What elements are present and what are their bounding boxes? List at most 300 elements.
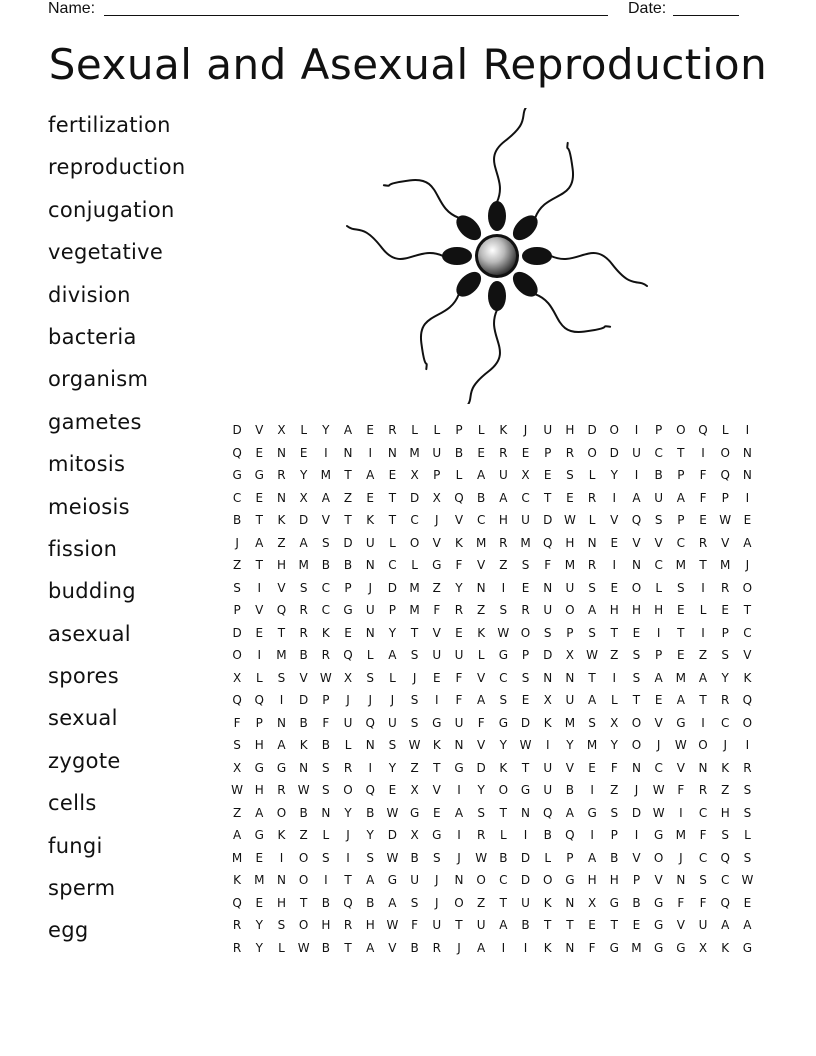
grid-letter[interactable]: A xyxy=(499,918,508,933)
grid-letter[interactable]: N xyxy=(742,445,752,460)
grid-letter[interactable]: B xyxy=(477,490,486,505)
grid-letter[interactable]: Q xyxy=(232,445,242,460)
grid-letter[interactable]: M xyxy=(298,558,309,573)
grid-letter[interactable]: P xyxy=(388,603,397,618)
grid-letter[interactable]: A xyxy=(343,423,353,438)
grid-letter[interactable]: Z xyxy=(610,783,619,798)
grid-letter[interactable]: B xyxy=(321,558,330,573)
grid-letter[interactable]: X xyxy=(277,423,286,438)
grid-letter[interactable]: U xyxy=(343,715,353,730)
grid-letter[interactable]: U xyxy=(632,445,641,460)
grid-letter[interactable]: X xyxy=(410,468,419,483)
grid-letter[interactable]: F xyxy=(699,828,707,843)
grid-letter[interactable]: A xyxy=(698,670,708,685)
grid-letter[interactable]: W xyxy=(497,625,510,640)
grid-letter[interactable]: A xyxy=(255,805,264,820)
grid-letter[interactable]: M xyxy=(564,715,576,730)
grid-letter[interactable]: E xyxy=(255,625,264,640)
grid-letter[interactable]: G xyxy=(232,468,242,483)
grid-letter[interactable]: J xyxy=(523,423,528,438)
grid-letter[interactable]: R xyxy=(565,445,575,460)
grid-letter[interactable]: Q xyxy=(720,468,730,483)
grid-letter[interactable]: A xyxy=(366,940,375,955)
grid-letter[interactable]: W xyxy=(586,648,599,663)
grid-letter[interactable]: S xyxy=(477,805,485,820)
grid-letter[interactable]: B xyxy=(410,850,419,865)
grid-letter[interactable]: M xyxy=(675,828,687,843)
grid-letter[interactable]: B xyxy=(299,805,308,820)
grid-letter[interactable]: S xyxy=(432,850,441,865)
grid-letter[interactable]: R xyxy=(587,558,597,573)
grid-letter[interactable]: B xyxy=(565,783,575,798)
grid-letter[interactable]: V xyxy=(610,513,619,528)
grid-letter[interactable]: B xyxy=(299,715,308,730)
grid-letter[interactable]: Q xyxy=(365,783,375,798)
grid-letter[interactable]: R xyxy=(743,760,752,775)
grid-letter[interactable]: P xyxy=(566,625,574,640)
grid-letter[interactable]: I xyxy=(634,468,639,483)
grid-letter[interactable]: G xyxy=(565,873,575,888)
grid-letter[interactable]: N xyxy=(565,895,575,910)
grid-letter[interactable]: S xyxy=(521,558,530,573)
grid-letter[interactable]: L xyxy=(433,423,441,438)
grid-letter[interactable]: Q xyxy=(276,603,287,618)
grid-letter[interactable]: I xyxy=(501,940,506,955)
grid-letter[interactable]: E xyxy=(699,513,707,528)
grid-letter[interactable]: E xyxy=(388,783,397,798)
grid-letter[interactable]: P xyxy=(544,445,552,460)
grid-letter[interactable]: U xyxy=(498,468,508,483)
grid-letter[interactable]: L xyxy=(588,513,596,528)
grid-letter[interactable]: O xyxy=(232,648,242,663)
grid-letter[interactable]: E xyxy=(677,603,685,618)
grid-letter[interactable]: S xyxy=(499,693,508,708)
grid-letter[interactable]: H xyxy=(609,873,619,888)
grid-letter[interactable]: N xyxy=(454,738,464,753)
grid-letter[interactable]: D xyxy=(520,715,531,730)
grid-letter[interactable]: C xyxy=(654,760,663,775)
grid-letter[interactable]: D xyxy=(543,513,553,528)
grid-letter[interactable]: S xyxy=(566,468,574,483)
grid-letter[interactable]: S xyxy=(632,670,641,685)
grid-letter[interactable]: D xyxy=(631,805,642,820)
grid-letter[interactable]: S xyxy=(521,670,530,685)
grid-letter[interactable]: O xyxy=(454,895,464,910)
grid-letter[interactable]: I xyxy=(745,423,750,438)
grid-letter[interactable]: V xyxy=(654,535,663,550)
grid-letter[interactable]: O xyxy=(609,423,619,438)
grid-letter[interactable]: E xyxy=(255,490,264,505)
grid-letter[interactable]: Y xyxy=(499,738,508,753)
grid-letter[interactable]: E xyxy=(366,490,375,505)
grid-letter[interactable]: E xyxy=(344,625,352,640)
grid-letter[interactable]: A xyxy=(299,535,308,550)
grid-letter[interactable]: I xyxy=(457,783,461,798)
grid-letter[interactable]: T xyxy=(677,625,685,640)
grid-letter[interactable]: C xyxy=(321,603,331,618)
grid-letter[interactable]: O xyxy=(298,918,309,933)
grid-letter[interactable]: U xyxy=(565,580,575,595)
grid-letter[interactable]: Y xyxy=(366,828,374,843)
grid-letter[interactable]: V xyxy=(388,940,397,955)
grid-letter[interactable]: W xyxy=(741,873,754,888)
grid-letter[interactable]: U xyxy=(654,490,664,505)
grid-letter[interactable]: Z xyxy=(232,558,242,573)
grid-letter[interactable]: E xyxy=(543,468,552,483)
grid-letter[interactable]: C xyxy=(654,445,663,460)
grid-letter[interactable]: K xyxy=(499,760,508,775)
grid-letter[interactable]: J xyxy=(390,693,395,708)
grid-letter[interactable]: S xyxy=(322,535,330,550)
grid-letter[interactable]: E xyxy=(521,445,530,460)
grid-letter[interactable]: E xyxy=(299,445,308,460)
grid-letter[interactable]: C xyxy=(499,873,508,888)
grid-letter[interactable]: E xyxy=(743,513,752,528)
grid-letter[interactable]: O xyxy=(631,738,642,753)
grid-letter[interactable]: V xyxy=(676,918,685,933)
grid-letter[interactable]: C xyxy=(410,513,419,528)
grid-letter[interactable]: L xyxy=(610,693,618,708)
grid-letter[interactable]: O xyxy=(742,580,753,595)
grid-letter[interactable]: B xyxy=(299,648,308,663)
grid-letter[interactable]: B xyxy=(454,445,464,460)
grid-letter[interactable]: E xyxy=(588,918,596,933)
grid-letter[interactable]: C xyxy=(721,715,730,730)
grid-letter[interactable]: M xyxy=(409,445,420,460)
grid-letter[interactable]: E xyxy=(610,535,619,550)
grid-letter[interactable]: C xyxy=(721,873,730,888)
grid-letter[interactable]: T xyxy=(344,940,352,955)
grid-letter[interactable]: L xyxy=(544,850,552,865)
grid-letter[interactable]: F xyxy=(610,760,618,775)
grid-letter[interactable]: D xyxy=(299,693,309,708)
grid-letter[interactable]: I xyxy=(257,648,262,663)
grid-letter[interactable]: Y xyxy=(610,738,618,753)
grid-letter[interactable]: T xyxy=(610,625,618,640)
grid-letter[interactable]: G xyxy=(432,715,442,730)
grid-letter[interactable]: S xyxy=(388,738,397,753)
grid-letter[interactable]: N xyxy=(476,580,486,595)
grid-letter[interactable]: R xyxy=(277,783,286,798)
grid-letter[interactable]: N xyxy=(543,580,553,595)
grid-letter[interactable]: E xyxy=(743,895,752,910)
grid-letter[interactable]: F xyxy=(411,918,419,933)
grid-letter[interactable]: U xyxy=(543,760,553,775)
grid-letter[interactable]: A xyxy=(477,940,486,955)
grid-letter[interactable]: O xyxy=(343,783,353,798)
grid-letter[interactable]: K xyxy=(721,760,730,775)
grid-letter[interactable]: T xyxy=(344,873,352,888)
grid-letter[interactable]: V xyxy=(654,715,663,730)
grid-letter[interactable]: I xyxy=(346,850,350,865)
grid-letter[interactable]: R xyxy=(343,918,353,933)
grid-letter[interactable]: V xyxy=(477,558,486,573)
grid-letter[interactable]: Q xyxy=(254,693,264,708)
grid-letter[interactable]: C xyxy=(743,625,752,640)
grid-letter[interactable]: D xyxy=(587,423,597,438)
grid-letter[interactable]: Q xyxy=(365,715,375,730)
grid-letter[interactable]: R xyxy=(521,603,530,618)
grid-letter[interactable]: S xyxy=(588,625,596,640)
grid-letter[interactable]: G xyxy=(676,715,686,730)
grid-letter[interactable]: S xyxy=(322,850,330,865)
grid-letter[interactable]: Y xyxy=(721,670,729,685)
grid-letter[interactable]: Z xyxy=(277,535,286,550)
grid-letter[interactable]: Z xyxy=(232,805,242,820)
grid-letter[interactable]: Y xyxy=(388,760,397,775)
grid-letter[interactable]: O xyxy=(276,805,287,820)
grid-letter[interactable]: Z xyxy=(610,648,619,663)
grid-letter[interactable]: I xyxy=(634,828,639,843)
grid-letter[interactable]: M xyxy=(675,558,687,573)
grid-letter[interactable]: X xyxy=(610,715,619,730)
grid-letter[interactable]: T xyxy=(566,918,574,933)
grid-letter[interactable]: O xyxy=(409,535,420,550)
grid-letter[interactable]: W xyxy=(475,850,488,865)
grid-letter[interactable]: H xyxy=(609,603,619,618)
grid-letter[interactable]: I xyxy=(701,715,705,730)
grid-letter[interactable]: L xyxy=(278,940,285,955)
grid-letter[interactable]: J xyxy=(412,670,417,685)
grid-letter[interactable]: U xyxy=(543,603,553,618)
grid-letter[interactable]: A xyxy=(721,918,730,933)
grid-letter[interactable]: Z xyxy=(477,895,486,910)
grid-letter[interactable]: I xyxy=(523,940,528,955)
grid-letter[interactable]: I xyxy=(745,490,750,505)
grid-letter[interactable]: P xyxy=(655,423,663,438)
grid-letter[interactable]: T xyxy=(299,895,308,910)
grid-letter[interactable]: T xyxy=(743,603,752,618)
grid-letter[interactable]: A xyxy=(565,805,575,820)
grid-letter[interactable]: E xyxy=(632,918,641,933)
grid-letter[interactable]: R xyxy=(499,535,508,550)
grid-letter[interactable]: P xyxy=(632,873,641,888)
grid-letter[interactable]: I xyxy=(368,445,372,460)
grid-letter[interactable]: Q xyxy=(720,895,730,910)
grid-letter[interactable]: T xyxy=(521,760,530,775)
grid-letter[interactable]: P xyxy=(677,468,685,483)
grid-letter[interactable]: P xyxy=(344,580,352,595)
grid-letter[interactable]: I xyxy=(324,445,328,460)
grid-letter[interactable]: J xyxy=(457,940,461,955)
grid-letter[interactable]: N xyxy=(676,873,686,888)
grid-letter[interactable]: L xyxy=(255,670,263,685)
grid-letter[interactable]: I xyxy=(257,580,262,595)
grid-letter[interactable]: T xyxy=(344,513,352,528)
name-blank-line[interactable] xyxy=(104,0,608,16)
grid-letter[interactable]: E xyxy=(455,625,463,640)
grid-letter[interactable]: J xyxy=(457,850,461,865)
grid-letter[interactable]: E xyxy=(588,760,596,775)
grid-letter[interactable]: E xyxy=(477,445,485,460)
grid-letter[interactable]: R xyxy=(698,783,708,798)
grid-letter[interactable]: S xyxy=(277,918,286,933)
grid-letter[interactable]: J xyxy=(368,693,372,708)
grid-letter[interactable]: B xyxy=(232,513,242,528)
grid-letter[interactable]: I xyxy=(501,580,506,595)
grid-letter[interactable]: J xyxy=(723,738,727,753)
grid-letter[interactable]: F xyxy=(699,895,707,910)
grid-letter[interactable]: O xyxy=(498,783,509,798)
grid-letter[interactable]: N xyxy=(343,445,353,460)
grid-letter[interactable]: I xyxy=(368,760,372,775)
grid-letter[interactable]: V xyxy=(632,850,641,865)
grid-letter[interactable]: N xyxy=(543,670,553,685)
grid-letter[interactable]: U xyxy=(454,715,464,730)
grid-letter[interactable]: W xyxy=(319,670,332,685)
grid-letter[interactable]: J xyxy=(435,513,439,528)
grid-letter[interactable]: B xyxy=(632,895,641,910)
grid-letter[interactable]: E xyxy=(521,580,530,595)
date-blank-line[interactable] xyxy=(673,0,739,16)
grid-letter[interactable]: T xyxy=(499,805,508,820)
grid-letter[interactable]: G xyxy=(609,895,619,910)
grid-letter[interactable]: N xyxy=(387,445,397,460)
grid-letter[interactable]: E xyxy=(610,580,619,595)
grid-letter[interactable]: D xyxy=(232,625,242,640)
grid-letter[interactable]: C xyxy=(654,558,663,573)
grid-letter[interactable]: G xyxy=(276,760,287,775)
grid-letter[interactable]: M xyxy=(631,940,642,955)
grid-letter[interactable]: K xyxy=(277,828,286,843)
grid-letter[interactable]: G xyxy=(654,918,664,933)
grid-letter[interactable]: D xyxy=(520,873,531,888)
grid-letter[interactable]: F xyxy=(477,715,485,730)
grid-letter[interactable]: C xyxy=(676,535,686,550)
grid-letter[interactable]: M xyxy=(520,535,531,550)
grid-letter[interactable]: X xyxy=(299,490,308,505)
grid-letter[interactable]: U xyxy=(543,423,553,438)
grid-letter[interactable]: B xyxy=(321,738,330,753)
grid-letter[interactable]: Y xyxy=(322,423,330,438)
grid-letter[interactable]: B xyxy=(521,918,530,933)
grid-letter[interactable]: R xyxy=(343,760,353,775)
grid-letter[interactable]: X xyxy=(410,783,419,798)
grid-letter[interactable]: C xyxy=(698,805,708,820)
grid-letter[interactable]: M xyxy=(409,603,420,618)
grid-letter[interactable]: I xyxy=(457,828,461,843)
grid-letter[interactable]: O xyxy=(698,738,708,753)
grid-letter[interactable]: D xyxy=(543,648,553,663)
grid-letter[interactable]: X xyxy=(232,760,242,775)
grid-letter[interactable]: P xyxy=(566,850,574,865)
grid-letter[interactable]: X xyxy=(565,648,575,663)
grid-letter[interactable]: Q xyxy=(232,895,242,910)
grid-letter[interactable]: B xyxy=(654,468,663,483)
grid-letter[interactable]: J xyxy=(346,828,350,843)
grid-letter[interactable]: S xyxy=(677,580,685,595)
grid-letter[interactable]: P xyxy=(677,513,685,528)
grid-letter[interactable]: R xyxy=(232,940,242,955)
grid-letter[interactable]: J xyxy=(656,738,661,753)
grid-letter[interactable]: M xyxy=(320,468,332,483)
grid-letter[interactable]: C xyxy=(499,670,508,685)
grid-letter[interactable]: H xyxy=(565,535,575,550)
grid-letter[interactable]: S xyxy=(366,670,375,685)
grid-letter[interactable]: K xyxy=(233,873,242,888)
grid-letter[interactable]: O xyxy=(520,625,531,640)
grid-letter[interactable]: A xyxy=(587,603,597,618)
grid-letter[interactable]: C xyxy=(698,850,708,865)
grid-letter[interactable]: W xyxy=(519,738,532,753)
grid-letter[interactable]: K xyxy=(366,513,375,528)
grid-letter[interactable]: B xyxy=(343,558,353,573)
grid-letter[interactable]: M xyxy=(564,558,576,573)
grid-letter[interactable]: L xyxy=(655,580,662,595)
grid-letter[interactable]: L xyxy=(411,423,418,438)
grid-letter[interactable]: U xyxy=(521,513,530,528)
grid-letter[interactable]: O xyxy=(742,715,753,730)
grid-letter[interactable]: C xyxy=(388,558,397,573)
grid-letter[interactable]: T xyxy=(610,918,618,933)
grid-letter[interactable]: B xyxy=(543,828,552,843)
grid-letter[interactable]: F xyxy=(233,715,241,730)
grid-letter[interactable]: E xyxy=(677,648,685,663)
grid-letter[interactable]: F xyxy=(544,558,552,573)
grid-letter[interactable]: K xyxy=(499,423,508,438)
grid-letter[interactable]: O xyxy=(298,850,309,865)
grid-letter[interactable]: F xyxy=(699,490,707,505)
grid-letter[interactable]: E xyxy=(566,490,574,505)
grid-letter[interactable]: M xyxy=(231,850,243,865)
grid-letter[interactable]: H xyxy=(587,873,597,888)
grid-letter[interactable]: A xyxy=(587,850,597,865)
grid-letter[interactable]: G xyxy=(409,805,420,820)
grid-letter[interactable]: D xyxy=(609,445,619,460)
grid-letter[interactable]: N xyxy=(742,468,752,483)
grid-letter[interactable]: W xyxy=(297,940,310,955)
grid-letter[interactable]: U xyxy=(432,648,442,663)
grid-letter[interactable]: R xyxy=(499,445,508,460)
grid-letter[interactable]: A xyxy=(366,468,375,483)
grid-letter[interactable]: A xyxy=(255,535,264,550)
grid-letter[interactable]: D xyxy=(299,513,309,528)
grid-letter[interactable]: C xyxy=(321,580,331,595)
grid-letter[interactable]: V xyxy=(454,513,464,528)
grid-letter[interactable]: D xyxy=(387,580,398,595)
grid-letter[interactable]: H xyxy=(565,423,575,438)
grid-letter[interactable]: I xyxy=(701,445,705,460)
grid-letter[interactable]: D xyxy=(409,490,420,505)
grid-letter[interactable]: H xyxy=(254,738,264,753)
grid-letter[interactable]: J xyxy=(346,693,350,708)
grid-letter[interactable]: F xyxy=(677,783,685,798)
grid-letter[interactable]: G xyxy=(343,603,353,618)
grid-letter[interactable]: W xyxy=(652,805,665,820)
grid-letter[interactable]: N xyxy=(565,940,575,955)
grid-letter[interactable]: J xyxy=(745,558,750,573)
grid-letter[interactable]: J xyxy=(435,873,439,888)
grid-letter[interactable]: S xyxy=(543,625,552,640)
grid-letter[interactable]: H xyxy=(365,918,375,933)
grid-letter[interactable]: Q xyxy=(542,535,553,550)
grid-letter[interactable]: I xyxy=(612,558,617,573)
grid-letter[interactable]: O xyxy=(542,873,553,888)
grid-letter[interactable]: V xyxy=(255,603,264,618)
grid-letter[interactable]: Q xyxy=(565,828,575,843)
grid-letter[interactable]: R xyxy=(432,940,441,955)
grid-letter[interactable]: O xyxy=(631,580,642,595)
grid-letter[interactable]: T xyxy=(277,625,286,640)
grid-letter[interactable]: A xyxy=(743,918,752,933)
grid-letter[interactable]: M xyxy=(254,873,265,888)
grid-letter[interactable]: D xyxy=(387,828,398,843)
grid-letter[interactable]: F xyxy=(699,468,707,483)
grid-letter[interactable]: E xyxy=(654,693,663,708)
grid-letter[interactable]: T xyxy=(255,558,263,573)
grid-letter[interactable]: T xyxy=(255,513,263,528)
grid-letter[interactable]: W xyxy=(297,783,310,798)
